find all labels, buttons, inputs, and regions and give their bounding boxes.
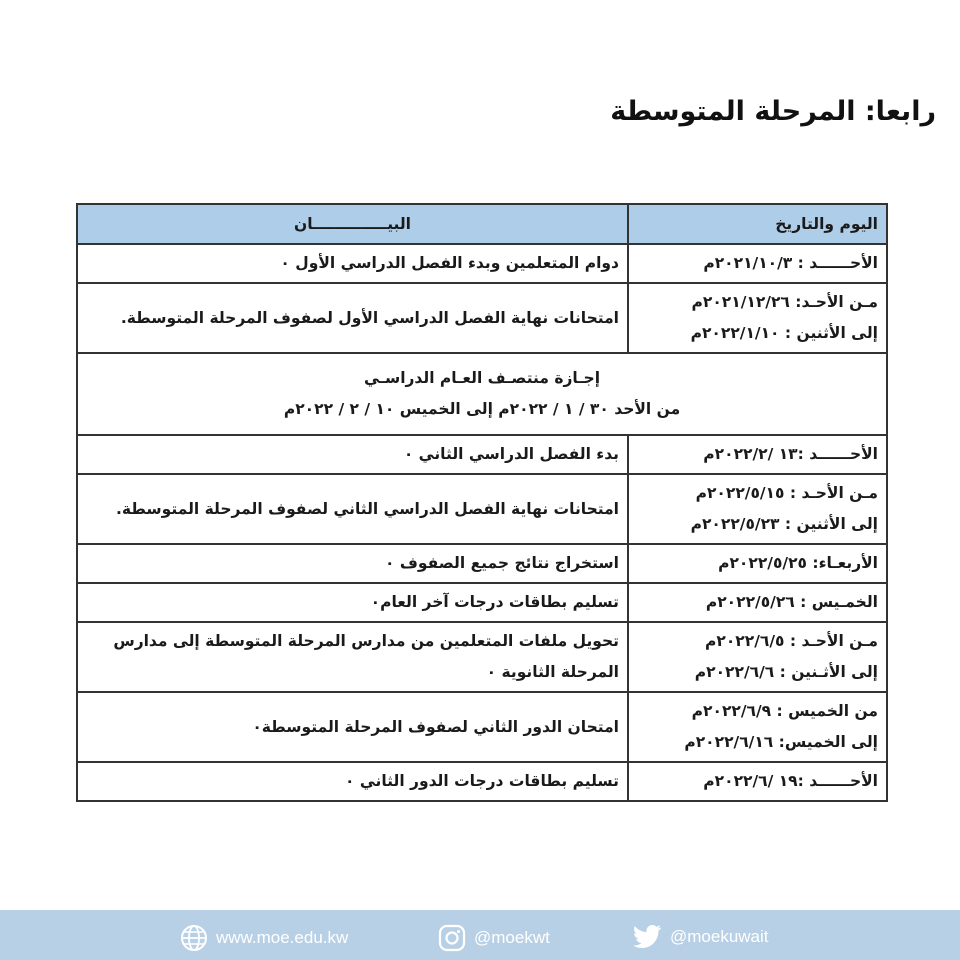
header-description: البيــــــــــــــان	[77, 204, 628, 244]
date-line: إلى الأثنين : ٢٠٢٢/١/١٠م	[690, 324, 878, 342]
date-line: من الخميس : ٢٠٢٢/٦/٩م	[691, 702, 878, 720]
row-description	[77, 692, 628, 762]
schedule-table	[76, 203, 888, 802]
instagram-link[interactable]	[438, 924, 550, 952]
description-text: تسليم بطاقات درجات الدور الثاني ٠	[344, 772, 619, 790]
description-text: امتحانات نهاية الفصل الدراسي الثاني لصفوف المرحلة المتوسطة.	[116, 499, 619, 518]
date-line: الأحــــــد :١٣ /٢٠٢٢/٢م	[703, 445, 878, 463]
row-date	[628, 622, 887, 692]
row-date	[628, 762, 887, 801]
row-description	[77, 474, 628, 544]
table-row	[77, 435, 887, 474]
table-row	[77, 583, 887, 622]
date-line: مـن الأحـد : ٢٠٢٢/٥/١٥م	[695, 484, 878, 502]
table-row	[77, 622, 887, 692]
row-description	[77, 544, 628, 583]
date-line: إلى الخميس: ٢٠٢٢/٦/١٦م	[684, 733, 878, 751]
description-text: امتحان الدور الثاني لصفوف المرحلة المتوسطة٠	[252, 717, 619, 736]
row-date	[628, 583, 887, 622]
website-link[interactable]	[180, 924, 348, 952]
row-date	[628, 544, 887, 583]
table-row	[77, 544, 887, 583]
table-row	[77, 244, 887, 283]
midterm-break-title: إجـازة منتصـف العـام الدراسـي	[363, 369, 601, 387]
row-date	[628, 692, 887, 762]
row-date	[628, 283, 887, 353]
description-text: دوام المتعلمين وبدء الفصل الدراسي الأول ٠	[280, 254, 619, 272]
row-date	[628, 435, 887, 474]
twitter-icon	[632, 924, 662, 950]
row-date	[628, 474, 887, 544]
row-date	[628, 244, 887, 283]
instagram-icon	[438, 924, 466, 952]
table-row	[77, 474, 887, 544]
date-line: مـن الأحـد: ٢٠٢١/١٢/٢٦م	[691, 293, 878, 311]
globe-icon	[180, 924, 208, 952]
date-line: الأحــــــد :١٩ /٢٠٢٢/٦م	[703, 772, 878, 790]
social-footer	[0, 910, 960, 960]
table-header-row	[77, 204, 887, 244]
row-description	[77, 283, 628, 353]
date-line: إلى الأثـنين : ٢٠٢٢/٦/٦م	[694, 663, 878, 681]
row-description	[77, 622, 628, 692]
table-row	[77, 692, 887, 762]
row-description	[77, 583, 628, 622]
description-text: بدء الفصل الدراسي الثاني ٠	[403, 445, 619, 463]
date-line: الأربعـاء: ٢٠٢٢/٥/٢٥م	[718, 554, 878, 572]
date-line: الخمـيس : ٢٠٢٢/٥/٢٦م	[705, 593, 878, 611]
header-date: اليوم والتاريخ	[628, 204, 887, 244]
table-row	[77, 283, 887, 353]
row-description	[77, 762, 628, 801]
table-row	[77, 762, 887, 801]
twitter-handle: @moekuwait	[670, 927, 769, 946]
date-line: إلى الأثنين : ٢٠٢٢/٥/٢٣م	[690, 515, 878, 533]
midterm-break-range: من الأحد ٣٠ / ١ / ٢٠٢٢م إلى الخميس ١٠ / ٢ / ٢٠٢٢م	[283, 400, 681, 418]
instagram-handle: @moekwt	[474, 928, 550, 947]
description-text: تحويل ملفات المتعلمين من مدارس المرحلة المتوسطة إلى مدارس المرحلة الثانوية ٠	[113, 632, 619, 681]
description-text: استخراج نتائج جميع الصفوف ٠	[385, 554, 619, 572]
row-description	[77, 435, 628, 474]
midterm-break-cell	[77, 353, 887, 435]
row-description	[77, 244, 628, 283]
date-line: مـن الأحـد : ٢٠٢٢/٦/٥م	[705, 632, 878, 650]
twitter-link[interactable]	[632, 924, 769, 950]
date-line: الأحــــــد : ٢٠٢١/١٠/٣م	[703, 254, 878, 272]
midterm-break-row	[77, 353, 887, 435]
section-title: رابعا: المرحلة المتوسطة	[610, 96, 936, 127]
description-text: امتحانات نهاية الفصل الدراسي الأول لصفوف المرحلة المتوسطة.	[120, 308, 619, 327]
website-text: www.moe.edu.kw	[216, 928, 349, 947]
description-text: تسليم بطاقات درجات آخر العام٠	[370, 593, 619, 611]
